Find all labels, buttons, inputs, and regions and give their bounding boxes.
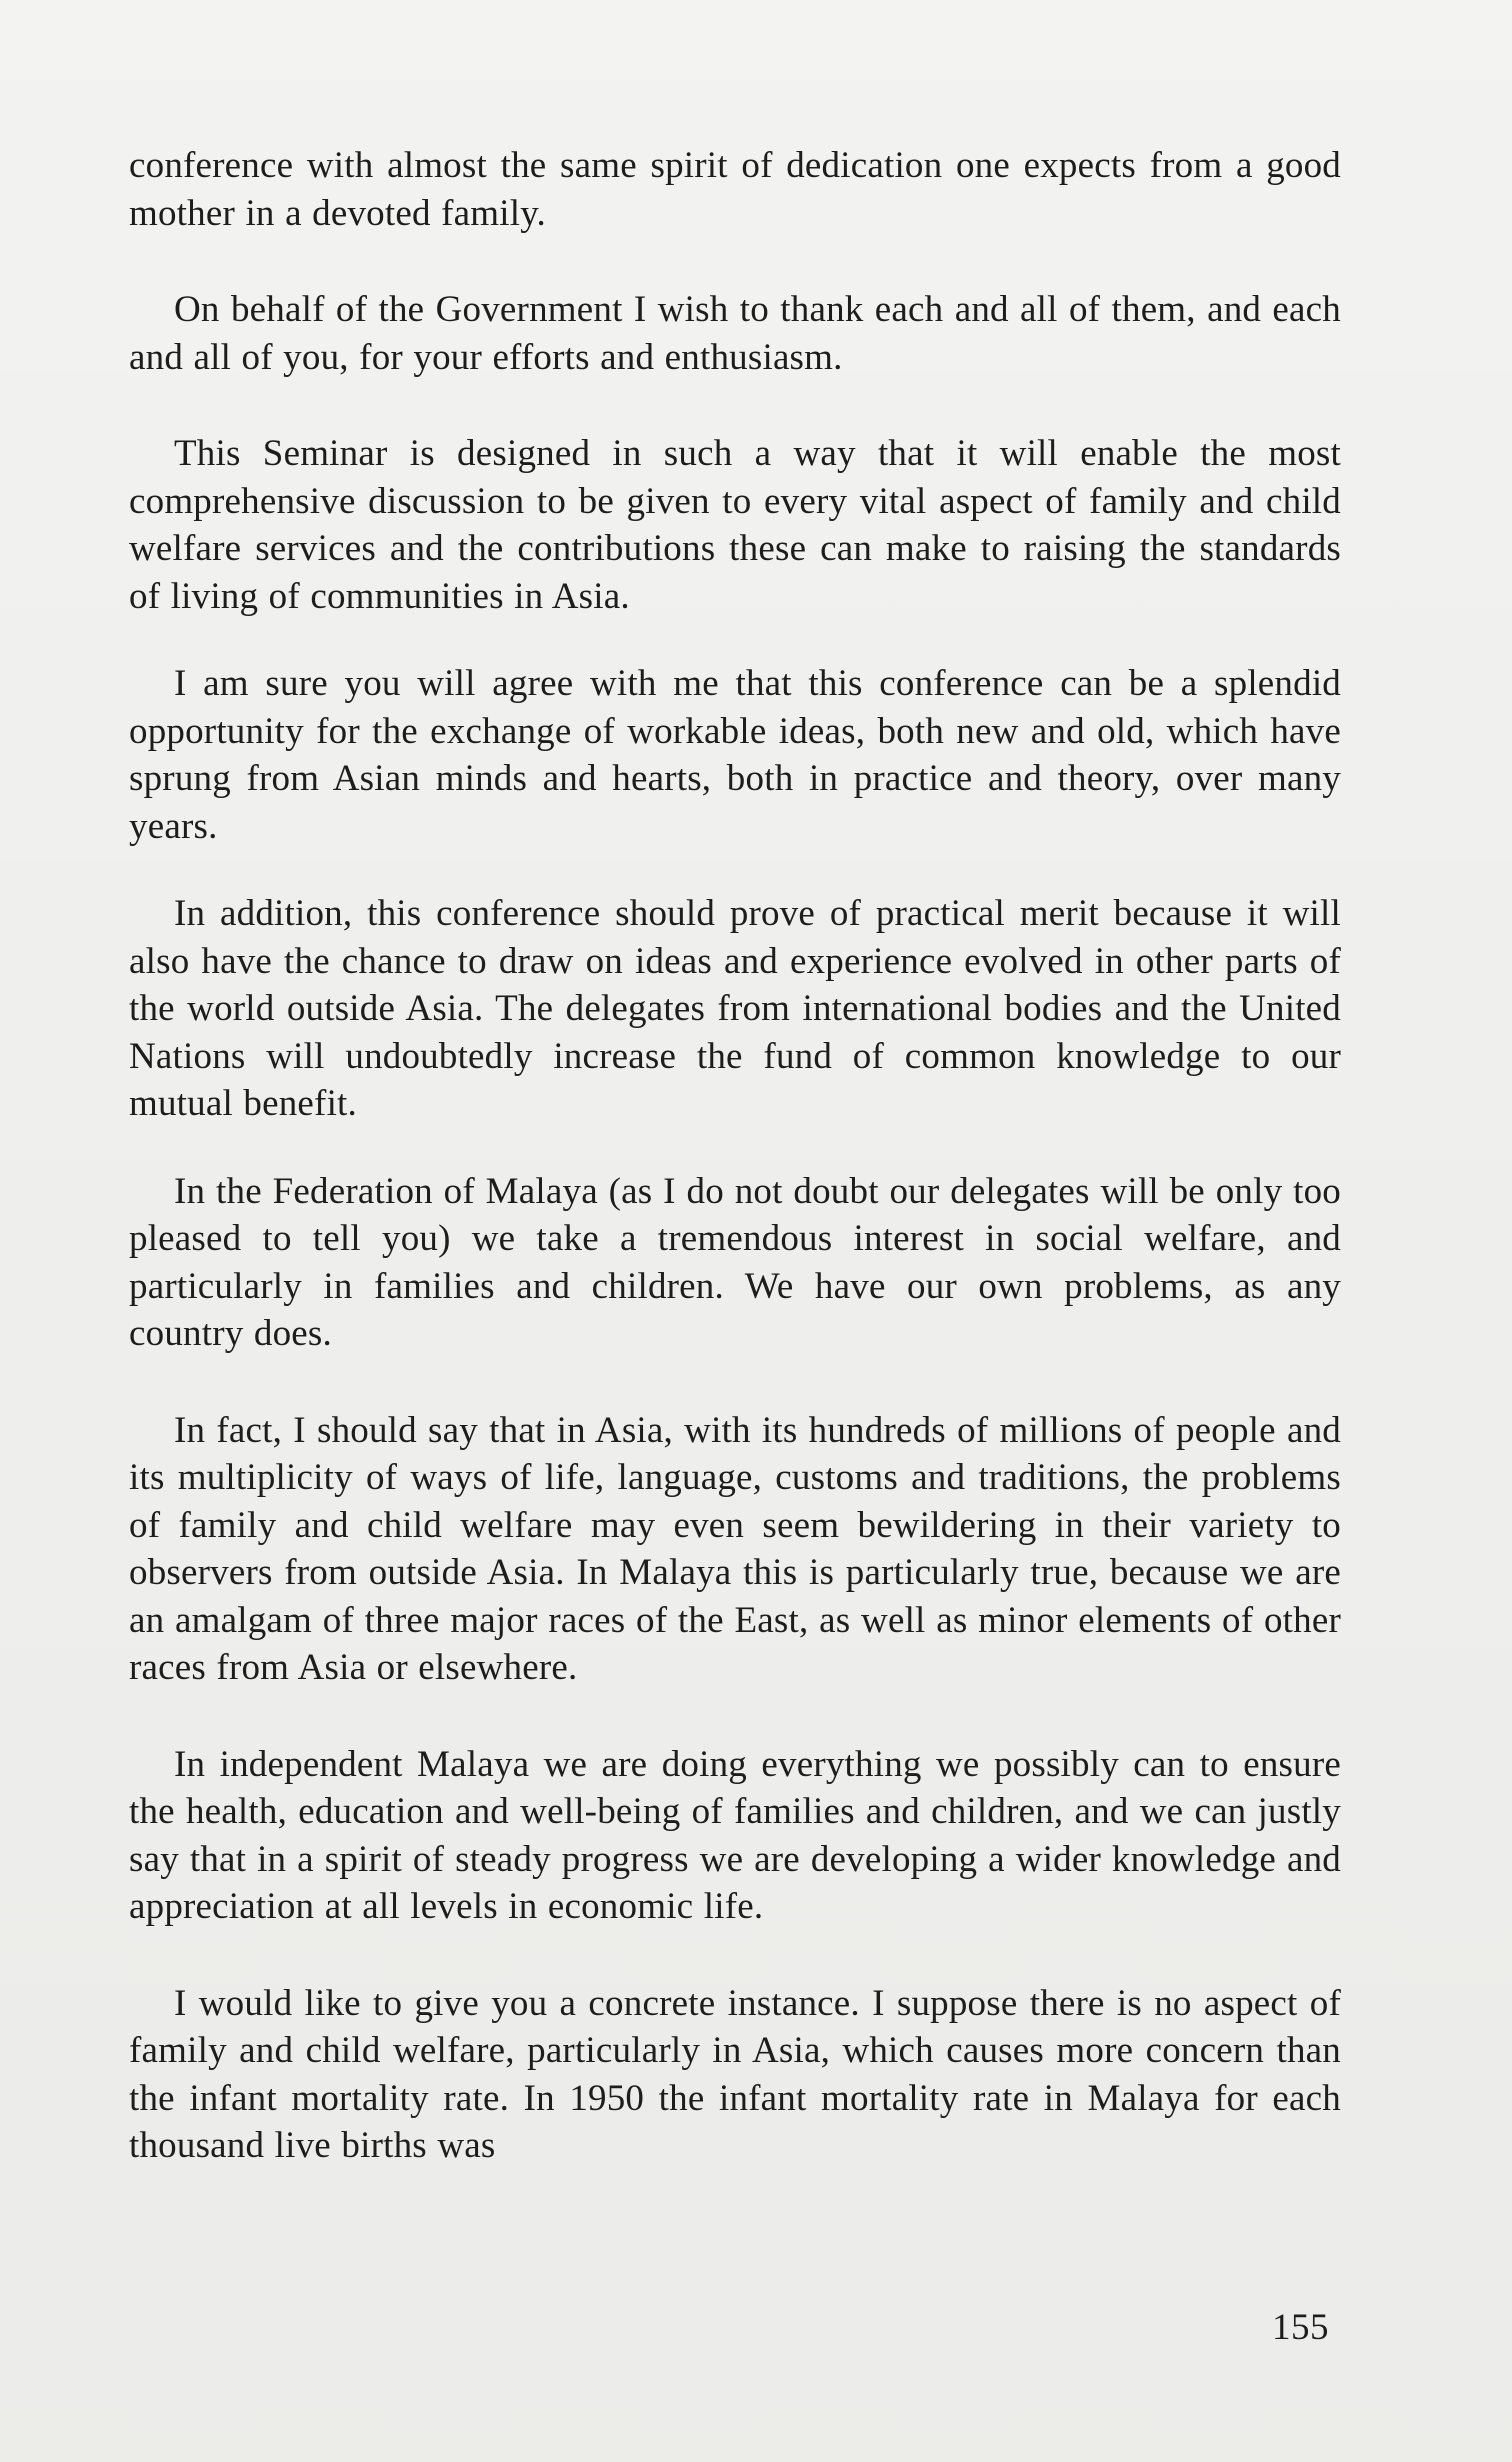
paragraph-practical-merit: In addition, this conference should prove of practical merit because it will also have the chance to draw on ideas and experience evolved in other parts of the world outside Asia. The delegates from international bodies and the United Nations will undoubtedly increase the fund of common knowledge to our mutual benefit. <box>129 893 1341 1124</box>
paragraph-seminar-design: This Seminar is designed in such a way that it will enable the most comprehensive discussion to be given to every vital aspect of family and child welfare services and the contributions these can make to raising the standards of living of communities in Asia. <box>129 433 1341 617</box>
page-number: 155 <box>1272 2307 1329 2348</box>
paragraph-infant-mortality: I would like to give you a concrete instance. I suppose there is no aspect of family and child welfare, particularly in Asia, which causes more concern than the infant mortality rate. In 1950 the infant mortality rate in Malaya for each thousand live births was <box>129 1982 1341 2166</box>
paragraph-federation-of-malaya: In the Federation of Malaya (as I do not doubt our delegates will be only too pleased to tell you) we take a tremendous interest in social welfare, and particularly in families and children. We have our own problems, as any country does. <box>129 1170 1341 1354</box>
paragraph-continued: conference with almost the same spirit of dedication one expects from a good mother in a devoted family. <box>129 145 1341 234</box>
paragraph-opportunity: I am sure you will agree with me that this conference can be a splendid opportunity for the exchange of workable ideas, both new and old, which have sprung from Asian minds and hearts, both in practice and theory, over many years. <box>129 663 1341 847</box>
paragraph-thanks: On behalf of the Government I wish to thank each and all of them, and each and all of you, for your efforts and enthusiasm. <box>129 289 1341 378</box>
paragraph-independent-malaya: In independent Malaya we are doing everything we possibly can to ensure the health, education and well-being of families and children, and we can justly say that in a spirit of steady progress we are developing a wider knowledge and appreciation at all levels in economic life. <box>129 1743 1341 1927</box>
body-text <box>129 142 1341 2170</box>
paragraph-asia-variety: In fact, I should say that in Asia, with its hundreds of millions of people and its multiplicity of ways of life, language, customs and traditions, the problems of family and child welfare may even seem bewildering in their variety to observers from outside Asia. In Malaya this is particularly true, because we are an amalgam of three major races of the East, as well as minor elements of other races from Asia or elsewhere. <box>129 1409 1341 1688</box>
